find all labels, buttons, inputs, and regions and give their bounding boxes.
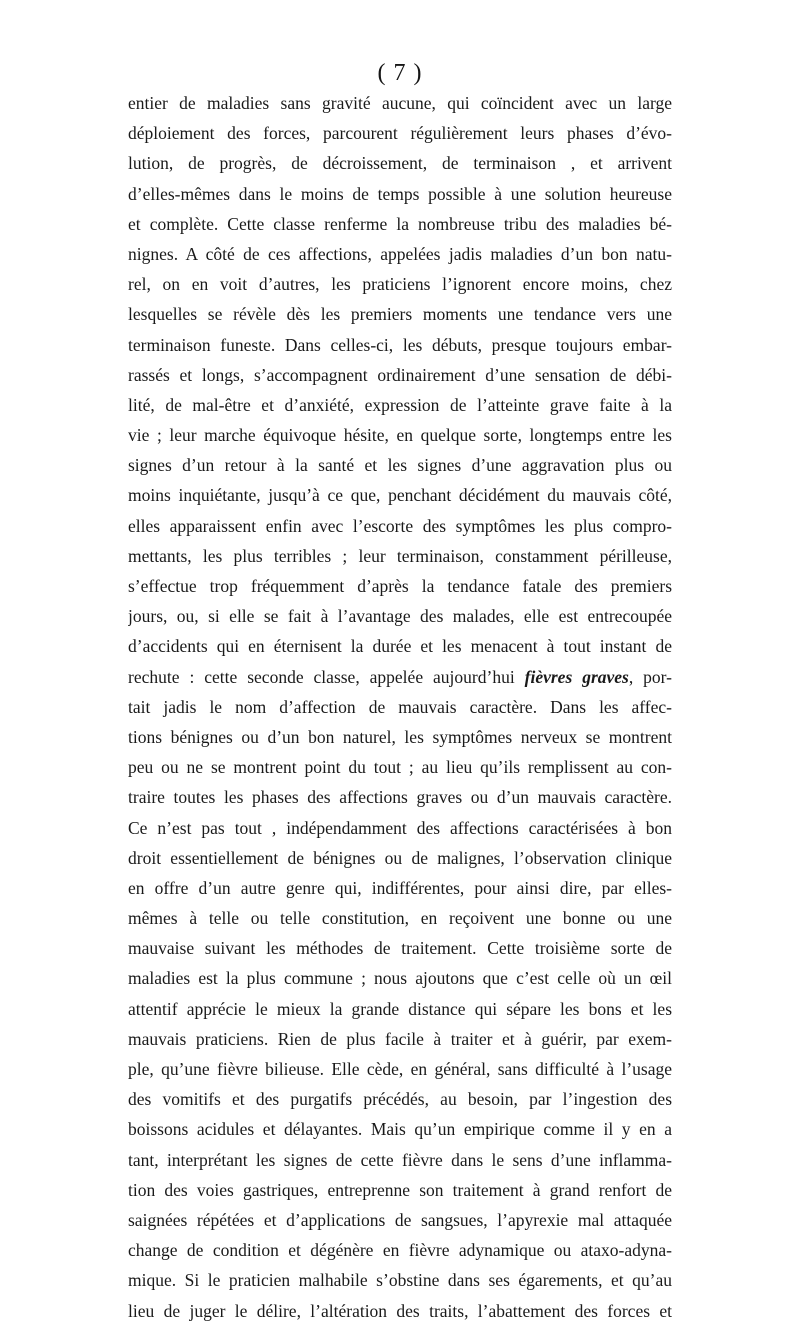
text-line: tion des voies gastriques, entreprenne son traitement à grand renfort de <box>128 1179 672 1200</box>
text-line: mêmes à telle ou telle constitution, en reçoivent une bonne ou une <box>128 908 672 929</box>
text-span: rechute : cette seconde classe, appelée aujourd’hui <box>128 666 525 687</box>
text-line: Ce n’est pas tout , indépendamment des affections caractérisées à bon <box>128 817 672 838</box>
text-line: lité, de mal-être et d’anxiété, expression de l’atteinte grave faite à la <box>128 394 672 415</box>
text-line: entier de maladies sans gravité aucune, qui coïncident avec un large <box>128 93 672 113</box>
text-line: elles apparaissent enfin avec l’escorte des symptômes les plus compro- <box>128 515 672 536</box>
text-line: ple, qu’une fièvre bilieuse. Elle cède, en général, sans difficulté à l’usage <box>128 1059 672 1079</box>
text-line: d’elles-mêmes dans le moins de temps possible à une solution heureuse <box>128 183 672 204</box>
text-line: déploiement des forces, parcourent régulièrement leurs phases d’évo- <box>128 123 672 144</box>
text-line: saignées répétées et d’applications de sangsues, l’apyrexie mal attaquée <box>128 1209 672 1230</box>
text-line: et complète. Cette classe renferme la nombreuse tribu des maladies bé- <box>128 213 672 234</box>
text-line: tait jadis le nom d’affection de mauvais caractère. Dans les affec- <box>128 696 672 717</box>
text-line: moins inquiétante, jusqu’à ce que, penchant décidément du mauvais côté, <box>128 485 672 506</box>
text-line: maladies est la plus commune ; nous ajoutons que c’est celle où un œil <box>128 968 672 989</box>
text-line: droit essentiellement de bénignes ou de malignes, l’observation clinique <box>128 847 672 868</box>
text-line: des vomitifs et des purgatifs précédés, au besoin, par l’ingestion des <box>128 1089 672 1110</box>
text-line: lesquelles se révèle dès les premiers moments une tendance vers une <box>128 304 672 325</box>
text-line: rel, on en voit d’autres, les praticiens l’ignorent encore moins, chez <box>128 274 672 295</box>
emphasized-term: fièvres graves <box>524 666 629 687</box>
text-line: mauvaise suivant les méthodes de traitement. Cette troisième sorte de <box>128 938 672 959</box>
text-line: mique. Si le praticien malhabile s’obstine dans ses égarements, et qu’au <box>128 1270 672 1291</box>
text-line: nignes. A côté de ces affections, appelées jadis maladies d’un bon natu- <box>128 243 672 264</box>
text-line: attentif apprécie le mieux la grande distance qui sépare les bons et les <box>128 998 672 1019</box>
text-line <box>128 662 672 692</box>
body-text <box>128 88 672 1326</box>
text-line: tions bénignes ou d’un bon naturel, les symptômes nerveux se montrent <box>128 726 672 747</box>
text-line: terminaison funeste. Dans celles-ci, les débuts, presque toujours embar- <box>128 334 672 355</box>
text-line: lution, de progrès, de décroissement, de terminaison , et arrivent <box>128 153 672 174</box>
text-line: boissons acidules et délayantes. Mais qu’un empirique comme il y en a <box>128 1119 672 1140</box>
text-line: s’effectue trop fréquemment d’après la tendance fatale des premiers <box>128 576 672 596</box>
text-line: signes d’un retour à la santé et les signes d’une aggravation plus ou <box>128 455 672 476</box>
text-line: rassés et longs, s’accompagnent ordinairement d’une sensation de débi- <box>128 364 672 385</box>
text-line: peu ou ne se montrent point du tout ; au lieu qu’ils remplissent au con- <box>128 757 672 778</box>
text-line: mauvais praticiens. Rien de plus facile à traiter et à guérir, par exem- <box>128 1028 672 1049</box>
text-line: d’accidents qui en éternisent la durée et les menacent à tout instant de <box>128 636 672 657</box>
text-line: traire toutes les phases des affections graves ou d’un mauvais caractère. <box>128 787 672 808</box>
text-line: en offre d’un autre genre qui, indifférentes, pour ainsi dire, par elles- <box>128 877 672 898</box>
text-line: tant, interprétant les signes de cette fièvre dans le sens d’une inflamma- <box>128 1149 672 1170</box>
text-line: jours, ou, si elle se fait à l’avantage des malades, elle est entrecoupée <box>128 606 672 627</box>
page-number: ( 7 ) <box>377 60 423 86</box>
text-line: lieu de juger le délire, l’altération des traits, l’abattement des forces et <box>128 1300 672 1321</box>
text-line: vie ; leur marche équivoque hésite, en quelque sorte, longtemps entre les <box>128 425 672 446</box>
text-span: , por- <box>628 666 672 687</box>
text-line: mettants, les plus terribles ; leur terminaison, constamment périlleuse, <box>128 545 672 566</box>
text-line: change de condition et dégénère en fièvre adynamique ou ataxo-adyna- <box>128 1240 672 1261</box>
